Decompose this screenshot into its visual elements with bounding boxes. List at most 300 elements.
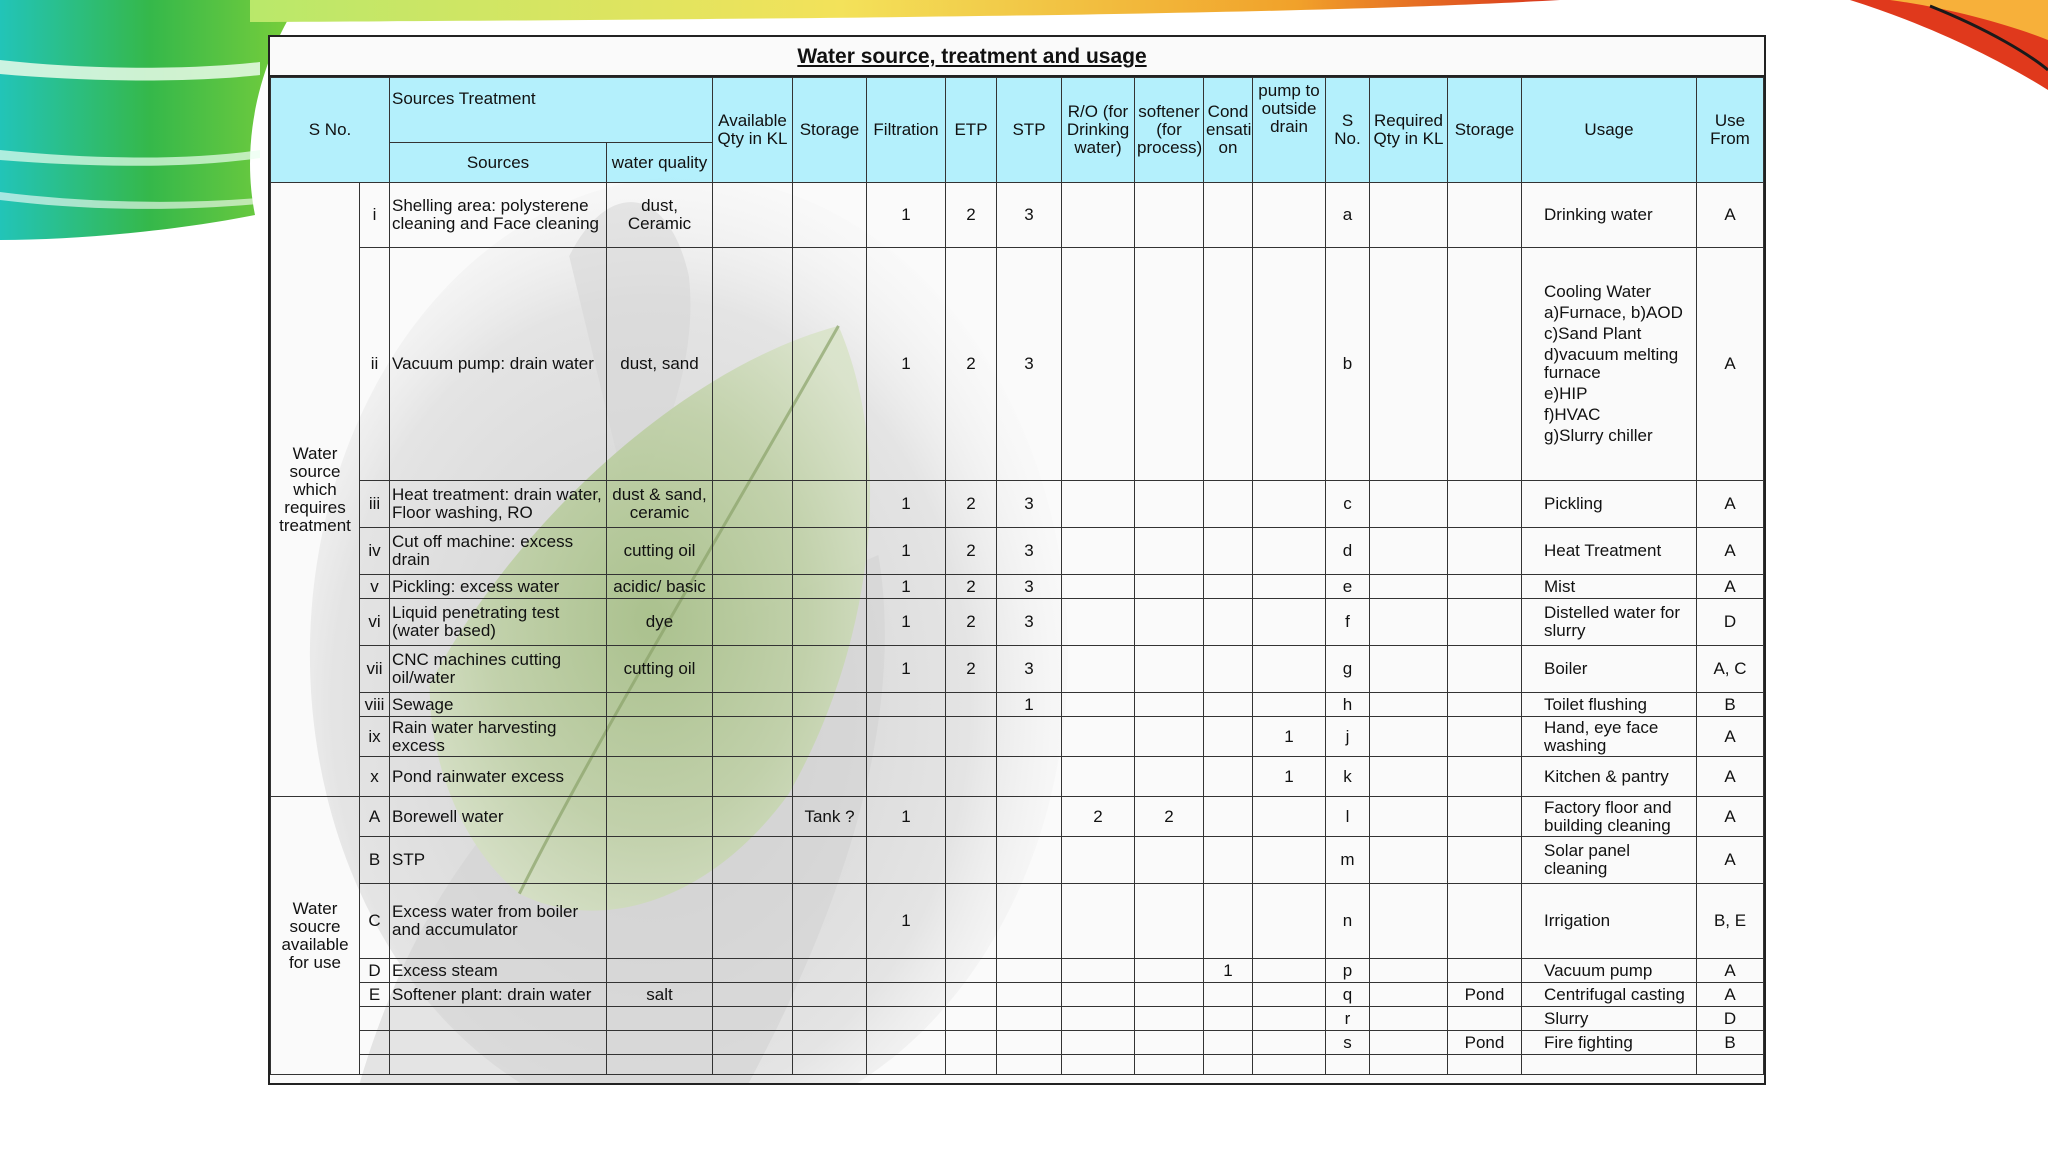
filtration-cell [867, 693, 946, 717]
softener-cell [1135, 959, 1204, 983]
water-quality-cell: dye [607, 599, 713, 646]
condensation-cell [1204, 528, 1253, 575]
usage-no-cell: m [1326, 837, 1370, 884]
available-qty-cell [713, 717, 793, 757]
use-from-cell: A [1697, 983, 1764, 1007]
filtration-cell: 1 [867, 248, 946, 481]
condensation-cell [1204, 1055, 1253, 1075]
available-qty-cell [713, 959, 793, 983]
required-qty-cell [1370, 599, 1448, 646]
usage-storage-cell [1448, 797, 1522, 837]
usage-cell: Factory floor and building cleaning [1522, 797, 1697, 837]
condensation-cell [1204, 183, 1253, 248]
condensation-cell [1204, 1007, 1253, 1031]
water-quality-cell [607, 757, 713, 797]
usage-storage-cell [1448, 693, 1522, 717]
usage-no-cell: k [1326, 757, 1370, 797]
usage-cell: Hand, eye face washing [1522, 717, 1697, 757]
row-no-cell [360, 1031, 390, 1055]
filtration-cell: 1 [867, 797, 946, 837]
source-cell: Heat treatment: drain water, Floor washing, RO [390, 481, 607, 528]
source-cell: Vacuum pump: drain water [390, 248, 607, 481]
etp-cell [946, 959, 997, 983]
condensation-cell [1204, 599, 1253, 646]
softener-cell [1135, 693, 1204, 717]
water-quality-cell: dust, sand [607, 248, 713, 481]
softener-cell [1135, 717, 1204, 757]
row-no-cell: iv [360, 528, 390, 575]
use-from-cell: A [1697, 757, 1764, 797]
softener-cell [1135, 183, 1204, 248]
usage-no-cell: c [1326, 481, 1370, 528]
header-available-qty: Available Qty in KL [713, 78, 793, 183]
ro-cell [1062, 481, 1135, 528]
table-row [271, 959, 1764, 983]
row-no-cell: vii [360, 646, 390, 693]
usage-storage-cell [1448, 959, 1522, 983]
source-cell: Shelling area: polysterene cleaning and Face cleaning [390, 183, 607, 248]
pump-cell [1253, 599, 1326, 646]
row-no-cell: vi [360, 599, 390, 646]
filtration-cell: 1 [867, 646, 946, 693]
required-qty-cell [1370, 183, 1448, 248]
water-quality-cell: cutting oil [607, 528, 713, 575]
header-softener: softener (for process) [1135, 78, 1204, 183]
usage-no-cell: r [1326, 1007, 1370, 1031]
filtration-cell: 1 [867, 884, 946, 959]
usage-no-cell: a [1326, 183, 1370, 248]
water-quality-cell [607, 693, 713, 717]
cooling-water-item: a)Furnace, b)AOD [1544, 303, 1683, 322]
water-quality-cell [607, 1055, 713, 1075]
header-etp: ETP [946, 78, 997, 183]
pump-cell [1253, 1031, 1326, 1055]
stp-cell [997, 1031, 1062, 1055]
use-from-cell: B, E [1697, 884, 1764, 959]
row-no-cell: ix [360, 717, 390, 757]
filtration-cell: 1 [867, 528, 946, 575]
storage-cell [793, 884, 867, 959]
row-no-cell: D [360, 959, 390, 983]
usage-storage-cell: Pond [1448, 1031, 1522, 1055]
storage-cell [793, 983, 867, 1007]
water-quality-cell: acidic/ basic [607, 575, 713, 599]
source-cell: Pond rainwater excess [390, 757, 607, 797]
etp-cell [946, 1031, 997, 1055]
softener-cell [1135, 1007, 1204, 1031]
usage-no-cell: p [1326, 959, 1370, 983]
source-cell: Borewell water [390, 797, 607, 837]
filtration-cell [867, 757, 946, 797]
usage-cell [1522, 1055, 1697, 1075]
usage-cell: Heat Treatment [1522, 528, 1697, 575]
water-table [270, 77, 1764, 1075]
usage-storage-cell [1448, 837, 1522, 884]
source-cell: Excess steam [390, 959, 607, 983]
etp-cell [946, 884, 997, 959]
water-quality-cell [607, 884, 713, 959]
etp-cell [946, 757, 997, 797]
storage-cell [793, 646, 867, 693]
source-cell [390, 1031, 607, 1055]
usage-cell: Drinking water [1522, 183, 1697, 248]
ro-cell [1062, 1055, 1135, 1075]
header-s-no: S No. [271, 78, 390, 183]
ro-cell [1062, 693, 1135, 717]
ro-cell [1062, 959, 1135, 983]
usage-no-cell [1326, 1055, 1370, 1075]
available-qty-cell [713, 983, 793, 1007]
pump-cell [1253, 1007, 1326, 1031]
table-row [271, 599, 1764, 646]
row-no-cell: viii [360, 693, 390, 717]
usage-storage-cell [1448, 717, 1522, 757]
usage-storage-cell [1448, 599, 1522, 646]
water-quality-cell: cutting oil [607, 646, 713, 693]
usage-no-cell: l [1326, 797, 1370, 837]
header-filtration: Filtration [867, 78, 946, 183]
source-cell: Excess water from boiler and accumulator [390, 884, 607, 959]
filtration-cell [867, 983, 946, 1007]
table-row [271, 983, 1764, 1007]
storage-cell [793, 693, 867, 717]
stp-cell: 3 [997, 248, 1062, 481]
row-no-cell [360, 1055, 390, 1075]
table-row [271, 1031, 1764, 1055]
usage-cell: Toilet flushing [1522, 693, 1697, 717]
storage-cell [793, 575, 867, 599]
usage-no-cell: j [1326, 717, 1370, 757]
use-from-cell [1697, 1055, 1764, 1075]
storage-cell [793, 183, 867, 248]
stp-cell: 3 [997, 183, 1062, 248]
pump-cell: 1 [1253, 717, 1326, 757]
etp-cell: 2 [946, 528, 997, 575]
pump-cell [1253, 983, 1326, 1007]
available-qty-cell [713, 884, 793, 959]
storage-cell [793, 757, 867, 797]
use-from-cell: A, C [1697, 646, 1764, 693]
filtration-cell: 1 [867, 575, 946, 599]
usage-cell: Kitchen & pantry [1522, 757, 1697, 797]
etp-cell: 2 [946, 646, 997, 693]
page-title: Water source, treatment and usage [270, 37, 1764, 77]
condensation-cell [1204, 1031, 1253, 1055]
stp-cell [997, 983, 1062, 1007]
ro-cell [1062, 575, 1135, 599]
pump-cell: 1 [1253, 757, 1326, 797]
use-from-cell: A [1697, 837, 1764, 884]
row-no-cell: B [360, 837, 390, 884]
water-quality-cell [607, 959, 713, 983]
ro-cell [1062, 983, 1135, 1007]
storage-cell [793, 837, 867, 884]
header-sources: Sources [390, 143, 607, 183]
cooling-water-item: d)vacuum melting furnace [1544, 345, 1679, 382]
pump-cell [1253, 797, 1326, 837]
header-water-quality: water quality [607, 143, 713, 183]
stp-cell [997, 884, 1062, 959]
available-qty-cell [713, 1031, 793, 1055]
stp-cell: 3 [997, 646, 1062, 693]
cooling-water-item: g)Slurry chiller [1544, 426, 1653, 445]
pump-cell [1253, 693, 1326, 717]
stp-cell: 3 [997, 599, 1062, 646]
ro-cell [1062, 1007, 1135, 1031]
source-cell: STP [390, 837, 607, 884]
available-qty-cell [713, 1055, 793, 1075]
usage-no-cell: d [1326, 528, 1370, 575]
usage-cell: Irrigation [1522, 884, 1697, 959]
stp-cell: 1 [997, 693, 1062, 717]
table-row [271, 1055, 1764, 1075]
storage-cell [793, 717, 867, 757]
required-qty-cell [1370, 248, 1448, 481]
condensation-cell [1204, 575, 1253, 599]
condensation-cell [1204, 797, 1253, 837]
available-qty-cell [713, 599, 793, 646]
available-qty-cell [713, 837, 793, 884]
softener-cell [1135, 837, 1204, 884]
ro-cell [1062, 599, 1135, 646]
softener-cell [1135, 248, 1204, 481]
available-qty-cell [713, 575, 793, 599]
etp-cell: 2 [946, 183, 997, 248]
usage-cooling-water-cell [1522, 248, 1697, 481]
header-s-no-2: S No. [1326, 78, 1370, 183]
source-cell [390, 1055, 607, 1075]
usage-storage-cell [1448, 1007, 1522, 1031]
use-from-cell: A [1697, 528, 1764, 575]
ro-cell [1062, 1031, 1135, 1055]
filtration-cell [867, 1007, 946, 1031]
etp-cell [946, 837, 997, 884]
use-from-cell: A [1697, 183, 1764, 248]
use-from-cell: D [1697, 599, 1764, 646]
usage-cell: Mist [1522, 575, 1697, 599]
usage-no-cell: s [1326, 1031, 1370, 1055]
usage-no-cell: f [1326, 599, 1370, 646]
storage-cell [793, 481, 867, 528]
softener-cell [1135, 1031, 1204, 1055]
header-sources-treatment: Sources Treatment [390, 78, 713, 143]
filtration-cell [867, 1055, 946, 1075]
cooling-water-item: c)Sand Plant [1544, 324, 1642, 343]
usage-storage-cell [1448, 183, 1522, 248]
use-from-cell: A [1697, 248, 1764, 481]
softener-cell [1135, 599, 1204, 646]
row-no-cell: iii [360, 481, 390, 528]
usage-storage-cell [1448, 646, 1522, 693]
filtration-cell [867, 1031, 946, 1055]
ro-cell [1062, 528, 1135, 575]
usage-no-cell: e [1326, 575, 1370, 599]
ro-cell [1062, 248, 1135, 481]
usage-storage-cell [1448, 575, 1522, 599]
pump-cell [1253, 837, 1326, 884]
header-storage: Storage [793, 78, 867, 183]
source-cell: Pickling: excess water [390, 575, 607, 599]
water-quality-cell [607, 837, 713, 884]
use-from-cell: A [1697, 575, 1764, 599]
group-available-for-use: Water soucre available for use [271, 797, 360, 1075]
softener-cell [1135, 1055, 1204, 1075]
etp-cell [946, 797, 997, 837]
pump-cell [1253, 959, 1326, 983]
stp-cell: 3 [997, 575, 1062, 599]
use-from-cell: A [1697, 717, 1764, 757]
water-quality-cell [607, 1031, 713, 1055]
pump-cell [1253, 481, 1326, 528]
ro-cell [1062, 183, 1135, 248]
available-qty-cell [713, 646, 793, 693]
source-cell: CNC machines cutting oil/water [390, 646, 607, 693]
table-row [271, 717, 1764, 757]
ro-cell [1062, 757, 1135, 797]
table-row [271, 797, 1764, 837]
required-qty-cell [1370, 1031, 1448, 1055]
usage-storage-cell [1448, 481, 1522, 528]
use-from-cell: B [1697, 693, 1764, 717]
header-stp: STP [997, 78, 1062, 183]
required-qty-cell [1370, 983, 1448, 1007]
row-no-cell [360, 1007, 390, 1031]
stp-cell [997, 717, 1062, 757]
group-requires-treatment: Water source which requires treatment [271, 183, 360, 797]
condensation-cell [1204, 757, 1253, 797]
header-use-from: Use From [1697, 78, 1764, 183]
available-qty-cell [713, 797, 793, 837]
table-row [271, 248, 1764, 481]
stp-cell [997, 837, 1062, 884]
etp-cell: 2 [946, 248, 997, 481]
use-from-cell: A [1697, 959, 1764, 983]
table-row [271, 884, 1764, 959]
filtration-cell [867, 837, 946, 884]
ro-cell [1062, 837, 1135, 884]
source-cell: Sewage [390, 693, 607, 717]
header-usage: Usage [1522, 78, 1697, 183]
condensation-cell [1204, 481, 1253, 528]
usage-no-cell: g [1326, 646, 1370, 693]
row-no-cell: x [360, 757, 390, 797]
storage-cell [793, 959, 867, 983]
table-row [271, 837, 1764, 884]
stp-cell: 3 [997, 528, 1062, 575]
water-quality-cell [607, 717, 713, 757]
pump-cell [1253, 1055, 1326, 1075]
source-cell [390, 1007, 607, 1031]
usage-storage-cell [1448, 884, 1522, 959]
document-panel [268, 35, 1766, 1085]
stp-cell [997, 797, 1062, 837]
source-cell: Softener plant: drain water [390, 983, 607, 1007]
ro-cell: 2 [1062, 797, 1135, 837]
etp-cell [946, 693, 997, 717]
cooling-water-item: e)HIP [1544, 384, 1588, 403]
table-row [271, 575, 1764, 599]
storage-cell [793, 1031, 867, 1055]
table-row [271, 1007, 1764, 1031]
etp-cell: 2 [946, 599, 997, 646]
required-qty-cell [1370, 646, 1448, 693]
usage-cell: Pickling [1522, 481, 1697, 528]
row-no-cell: E [360, 983, 390, 1007]
etp-cell [946, 717, 997, 757]
header-storage-2: Storage [1448, 78, 1522, 183]
usage-cell: Boiler [1522, 646, 1697, 693]
required-qty-cell [1370, 884, 1448, 959]
required-qty-cell [1370, 575, 1448, 599]
water-quality-cell [607, 1007, 713, 1031]
available-qty-cell [713, 248, 793, 481]
condensation-cell [1204, 837, 1253, 884]
required-qty-cell [1370, 1007, 1448, 1031]
row-no-cell: A [360, 797, 390, 837]
softener-cell: 2 [1135, 797, 1204, 837]
condensation-cell [1204, 717, 1253, 757]
usage-cell: Vacuum pump [1522, 959, 1697, 983]
source-cell: Liquid penetrating test (water based) [390, 599, 607, 646]
usage-storage-cell [1448, 1055, 1522, 1075]
water-quality-cell: salt [607, 983, 713, 1007]
use-from-cell: A [1697, 481, 1764, 528]
available-qty-cell [713, 757, 793, 797]
header-ro: R/O (for Drinking water) [1062, 78, 1135, 183]
storage-cell: Tank ? [793, 797, 867, 837]
required-qty-cell [1370, 481, 1448, 528]
storage-cell [793, 248, 867, 481]
etp-cell [946, 1055, 997, 1075]
usage-no-cell: h [1326, 693, 1370, 717]
filtration-cell: 1 [867, 599, 946, 646]
use-from-cell: A [1697, 797, 1764, 837]
condensation-cell [1204, 983, 1253, 1007]
usage-no-cell: b [1326, 248, 1370, 481]
available-qty-cell [713, 183, 793, 248]
ro-cell [1062, 884, 1135, 959]
storage-cell [793, 528, 867, 575]
filtration-cell: 1 [867, 183, 946, 248]
required-qty-cell [1370, 757, 1448, 797]
ro-cell [1062, 646, 1135, 693]
usage-no-cell: n [1326, 884, 1370, 959]
usage-cell: Solar panel cleaning [1522, 837, 1697, 884]
etp-cell: 2 [946, 481, 997, 528]
required-qty-cell [1370, 717, 1448, 757]
available-qty-cell [713, 693, 793, 717]
stp-cell [997, 959, 1062, 983]
pump-cell [1253, 884, 1326, 959]
use-from-cell: D [1697, 1007, 1764, 1031]
storage-cell [793, 599, 867, 646]
pump-cell [1253, 575, 1326, 599]
ro-cell [1062, 717, 1135, 757]
table-row [271, 183, 1764, 248]
water-quality-cell: dust & sand, ceramic [607, 481, 713, 528]
required-qty-cell [1370, 693, 1448, 717]
condensation-cell [1204, 884, 1253, 959]
row-no-cell: ii [360, 248, 390, 481]
cooling-water-item: f)HVAC [1544, 405, 1601, 424]
table-row [271, 693, 1764, 717]
row-no-cell: v [360, 575, 390, 599]
softener-cell [1135, 528, 1204, 575]
source-cell: Rain water harvesting excess [390, 717, 607, 757]
softener-cell [1135, 757, 1204, 797]
filtration-cell [867, 717, 946, 757]
softener-cell [1135, 884, 1204, 959]
